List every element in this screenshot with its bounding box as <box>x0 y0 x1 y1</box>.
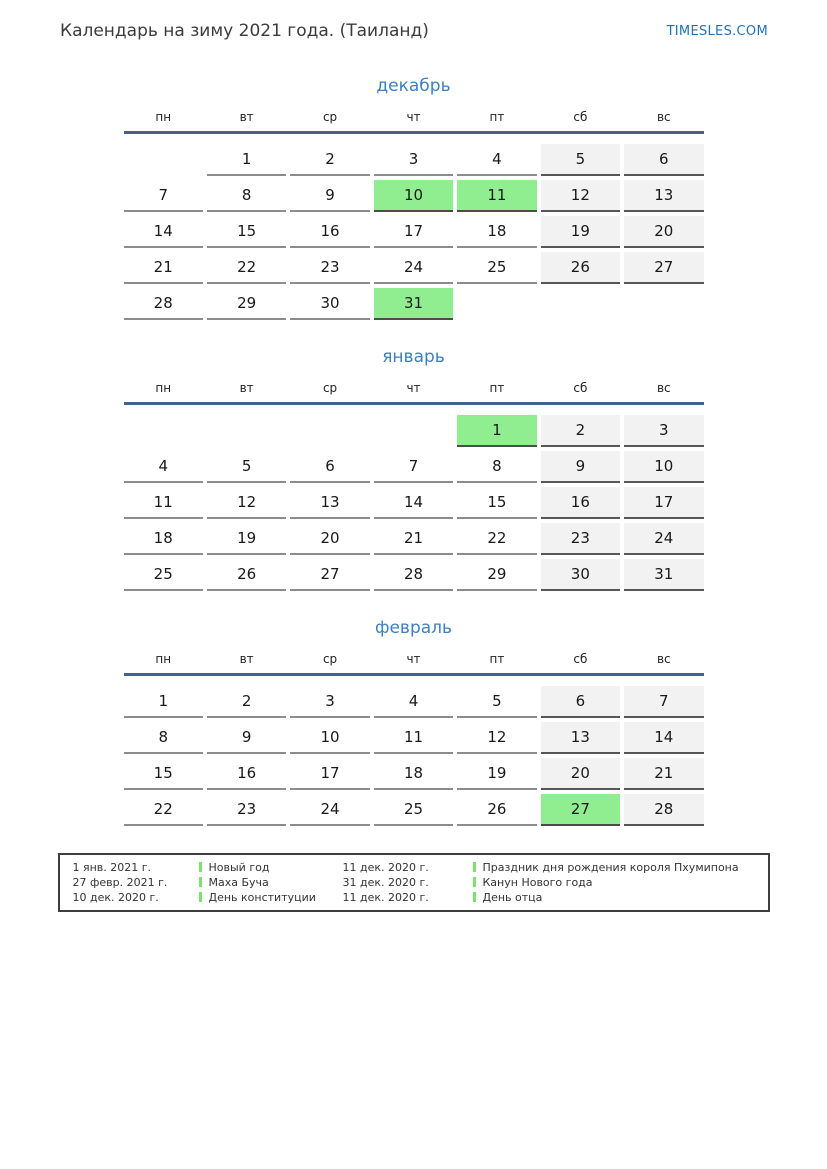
holiday-marker-icon <box>473 892 476 902</box>
legend-holiday <box>473 860 762 875</box>
legend-date: 11 дек. 2020 г. <box>342 861 429 874</box>
weekday-label: пт <box>489 652 505 666</box>
day-cell: 29 <box>457 559 536 591</box>
day-cell: 28 <box>624 794 703 826</box>
legend-holiday <box>199 890 343 905</box>
day-cell: 7 <box>374 451 453 483</box>
day-cell: 21 <box>124 252 203 284</box>
weekday-label: вт <box>239 381 254 395</box>
calendar-week-row <box>124 758 704 790</box>
day-cell: 11 <box>124 487 203 519</box>
holiday-marker-icon <box>199 862 202 872</box>
month-title: январь <box>382 347 445 367</box>
weekday-label: пт <box>489 381 505 395</box>
day-cell: 12 <box>457 722 536 754</box>
day-cell: 3 <box>374 144 453 176</box>
day-cell: 9 <box>207 722 286 754</box>
day-cell: 18 <box>374 758 453 790</box>
weekday-label: пт <box>489 110 505 124</box>
calendar-week-row <box>124 722 704 754</box>
month-january <box>124 347 704 591</box>
month-title: декабрь <box>376 76 451 96</box>
legend-holiday <box>473 875 762 890</box>
day-cell: 10 <box>290 722 369 754</box>
day-cell-empty <box>124 144 203 176</box>
day-cell: 20 <box>541 758 620 790</box>
day-cell: 11 <box>374 722 453 754</box>
weekday-header-row <box>124 381 704 405</box>
day-cell: 23 <box>541 523 620 555</box>
day-cell: 26 <box>541 252 620 284</box>
weekday-label: ср <box>322 381 338 395</box>
day-cell: 4 <box>124 451 203 483</box>
calendar-week-row <box>124 415 704 447</box>
day-cell: 12 <box>541 180 620 212</box>
day-cell: 22 <box>207 252 286 284</box>
day-cell: 26 <box>457 794 536 826</box>
legend-date: 10 дек. 2020 г. <box>72 891 159 904</box>
day-cell: 15 <box>207 216 286 248</box>
month-title: февраль <box>374 618 453 638</box>
weekday-label: вс <box>656 652 671 666</box>
day-cell: 19 <box>541 216 620 248</box>
day-cell: 7 <box>124 180 203 212</box>
legend-holiday <box>199 875 343 890</box>
day-cell: 28 <box>124 288 203 320</box>
day-cell-empty <box>207 415 286 447</box>
day-cell: 2 <box>207 686 286 718</box>
day-cell: 9 <box>290 180 369 212</box>
day-cell: 25 <box>124 559 203 591</box>
holiday-marker-icon <box>473 877 476 887</box>
calendar-week-row <box>124 794 704 826</box>
day-cell: 28 <box>374 559 453 591</box>
site-logo[interactable]: TIMESLES.COM <box>666 24 768 39</box>
holiday-marker-icon <box>199 877 202 887</box>
weekday-label: вс <box>656 381 671 395</box>
legend-holiday <box>199 860 343 875</box>
calendar-months <box>124 76 704 826</box>
day-cell: 24 <box>290 794 369 826</box>
day-cell: 10 <box>624 451 703 483</box>
weekday-label: пн <box>155 110 172 124</box>
day-cell-empty <box>374 415 453 447</box>
day-cell: 19 <box>207 523 286 555</box>
day-cell: 18 <box>124 523 203 555</box>
day-cell: 15 <box>457 487 536 519</box>
day-cell: 16 <box>290 216 369 248</box>
holiday-marker-icon <box>473 862 476 872</box>
weekday-label: пн <box>155 381 172 395</box>
day-cell: 2 <box>290 144 369 176</box>
weekday-label: ср <box>322 652 338 666</box>
calendar-week-row <box>124 180 704 212</box>
day-cell: 25 <box>457 252 536 284</box>
day-cell: 21 <box>624 758 703 790</box>
day-cell: 21 <box>374 523 453 555</box>
day-cell: 5 <box>457 686 536 718</box>
day-cell: 13 <box>541 722 620 754</box>
day-cell: 17 <box>624 487 703 519</box>
day-cell: 13 <box>624 180 703 212</box>
day-cell: 20 <box>624 216 703 248</box>
calendar-week-row <box>124 216 704 248</box>
weekday-label: вт <box>239 652 254 666</box>
day-cell: 14 <box>624 722 703 754</box>
calendar-week-row <box>124 559 704 591</box>
page-header <box>0 0 827 42</box>
month-february <box>124 618 704 826</box>
day-cell: 24 <box>374 252 453 284</box>
day-cell: 1 <box>457 415 536 447</box>
calendar-week-row <box>124 252 704 284</box>
day-cell: 5 <box>207 451 286 483</box>
day-cell: 22 <box>124 794 203 826</box>
day-cell: 11 <box>457 180 536 212</box>
legend-holiday-name: День конституции <box>208 891 316 904</box>
legend-holiday-name: Новый год <box>208 861 270 874</box>
weekday-label: сб <box>573 652 588 666</box>
day-cell: 17 <box>290 758 369 790</box>
day-cell: 7 <box>624 686 703 718</box>
day-cell: 17 <box>374 216 453 248</box>
day-cell: 22 <box>457 523 536 555</box>
day-cell: 31 <box>624 559 703 591</box>
legend-date: 11 дек. 2020 г. <box>342 891 429 904</box>
calendar-week-row <box>124 288 704 320</box>
day-cell: 29 <box>207 288 286 320</box>
day-cell: 27 <box>541 794 620 826</box>
day-cell: 24 <box>624 523 703 555</box>
month-december <box>124 76 704 320</box>
legend-row <box>73 875 762 890</box>
calendar-week-row <box>124 523 704 555</box>
legend-holiday-name: Праздник дня рождения короля Пхумипона <box>482 861 739 874</box>
day-cell: 14 <box>374 487 453 519</box>
day-cell: 5 <box>541 144 620 176</box>
weekday-label: пн <box>155 652 172 666</box>
weekday-label: вт <box>239 110 254 124</box>
legend-date: 27 февр. 2021 г. <box>72 876 168 889</box>
calendar-week-row <box>124 487 704 519</box>
day-cell: 23 <box>207 794 286 826</box>
day-cell: 30 <box>290 288 369 320</box>
day-cell: 8 <box>207 180 286 212</box>
day-cell: 1 <box>124 686 203 718</box>
weekday-header-row <box>124 652 704 676</box>
day-cell: 31 <box>374 288 453 320</box>
weekday-label: чт <box>406 652 421 666</box>
legend-holiday-name: Маха Буча <box>208 876 269 889</box>
day-cell: 12 <box>207 487 286 519</box>
legend-date: 31 дек. 2020 г. <box>342 876 429 889</box>
legend-holiday <box>473 890 762 905</box>
day-cell: 8 <box>124 722 203 754</box>
day-cell: 6 <box>624 144 703 176</box>
legend-row <box>73 860 762 875</box>
day-cell: 16 <box>541 487 620 519</box>
day-cell: 1 <box>207 144 286 176</box>
weekday-label: сб <box>573 381 588 395</box>
day-cell: 10 <box>374 180 453 212</box>
holiday-marker-icon <box>199 892 202 902</box>
day-cell: 25 <box>374 794 453 826</box>
day-cell: 14 <box>124 216 203 248</box>
day-cell: 6 <box>290 451 369 483</box>
weekday-label: ср <box>322 110 338 124</box>
day-cell: 27 <box>290 559 369 591</box>
day-cell-empty <box>124 415 203 447</box>
day-cell: 26 <box>207 559 286 591</box>
day-cell: 27 <box>624 252 703 284</box>
holiday-legend <box>58 853 770 912</box>
weekday-header-row <box>124 110 704 134</box>
day-cell: 13 <box>290 487 369 519</box>
weekday-label: вс <box>656 110 671 124</box>
calendar-week-row <box>124 144 704 176</box>
day-cell: 19 <box>457 758 536 790</box>
calendar-week-row <box>124 686 704 718</box>
day-cell-empty <box>290 415 369 447</box>
day-cell: 2 <box>541 415 620 447</box>
day-cell: 3 <box>624 415 703 447</box>
day-cell: 4 <box>457 144 536 176</box>
legend-date: 1 янв. 2021 г. <box>72 861 152 874</box>
day-cell: 20 <box>290 523 369 555</box>
day-cell: 4 <box>374 686 453 718</box>
legend-holiday-name: День отца <box>482 891 543 904</box>
day-cell: 9 <box>541 451 620 483</box>
day-cell: 23 <box>290 252 369 284</box>
day-cell: 30 <box>541 559 620 591</box>
weekday-label: чт <box>406 381 421 395</box>
day-cell: 8 <box>457 451 536 483</box>
day-cell: 15 <box>124 758 203 790</box>
weekday-label: чт <box>406 110 421 124</box>
page-title: Календарь на зиму 2021 года. (Таиланд) <box>60 21 429 41</box>
legend-row <box>73 890 762 905</box>
day-cell: 16 <box>207 758 286 790</box>
day-cell: 6 <box>541 686 620 718</box>
weekday-label: сб <box>573 110 588 124</box>
day-cell: 18 <box>457 216 536 248</box>
legend-holiday-name: Канун Нового года <box>482 876 593 889</box>
day-cell: 3 <box>290 686 369 718</box>
calendar-week-row <box>124 451 704 483</box>
